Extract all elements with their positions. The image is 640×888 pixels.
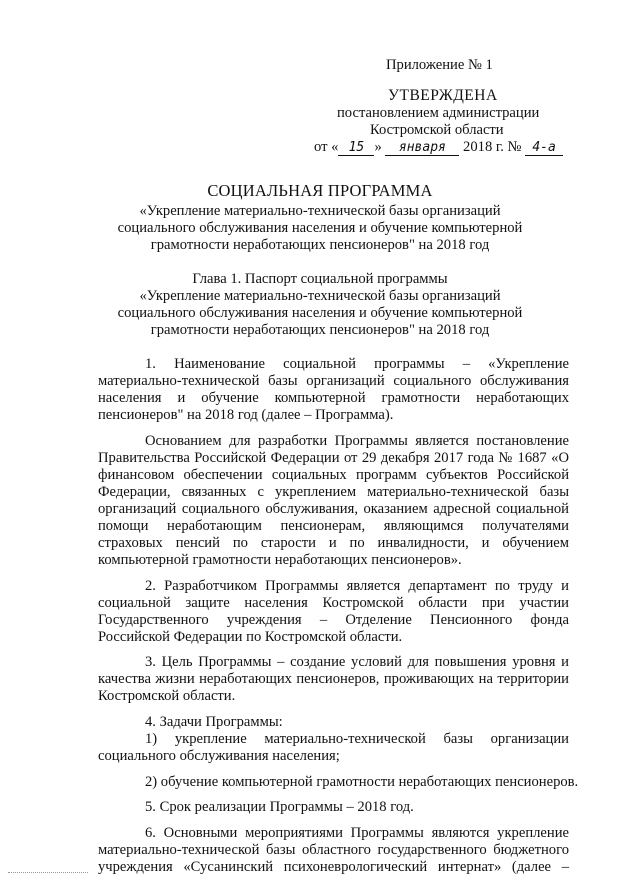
program-title: СОЦИАЛЬНАЯ ПРОГРАММА: [207, 181, 433, 200]
annex-label: Приложение № 1: [386, 57, 493, 73]
body-line-11: компьютерной грамотности неработающих пенсионеров».: [98, 552, 462, 568]
body-line-6: финансовом обеспечении социальных программ субъектов Российской: [98, 467, 569, 483]
program-line-3: грамотности неработающих пенсионеров" на 2018 год: [150, 237, 490, 253]
date-month: января: [385, 140, 459, 156]
body-line-20: 1) укрепление материально-технической базы организации: [145, 731, 569, 747]
chapter-line-2: социального обслуживания населения и обучение компьютерной: [117, 305, 523, 321]
body-line-24: 6. Основными мероприятиями Программы являются укрепление: [145, 825, 569, 841]
body-line-4: Основанием для разработки Программы является постановление: [145, 433, 569, 449]
body-line-2: населения и обучение компьютерной грамотности неработающих: [98, 390, 569, 406]
approved-line-2: Костромской области: [370, 122, 504, 138]
date-day: 15: [338, 140, 374, 156]
chapter-line-1: «Укрепление материально-технической базы организаций: [139, 288, 501, 304]
body-line-10: страховых пенсий по старости и по инвалидности, и обучением: [98, 535, 569, 551]
body-line-7: Федерации, связанных с укреплением материально-технической базы: [98, 484, 569, 500]
scan-artifact: [8, 872, 88, 873]
chapter-title: Глава 1. Паспорт социальной программы: [192, 271, 448, 287]
date-year: 2018 г. №: [463, 139, 522, 155]
body-line-21: социального обслуживания населения;: [98, 748, 340, 764]
body-line-16: 3. Цель Программы – создание условий для повышения уровня и: [145, 654, 569, 670]
body-line-1: материально-технической базы организаций социального обслуживания: [98, 373, 569, 389]
body-line-23: 5. Срок реализации Программы – 2018 год.: [145, 799, 414, 815]
chapter-line-3: грамотности неработающих пенсионеров" на 2018 год: [150, 322, 490, 338]
decree-number: 4-а: [525, 140, 563, 156]
body-line-8: организаций социального обслуживания, оказанием адресной социальной: [98, 501, 569, 517]
body-line-26: учреждения «Сусанинский психоневрологический интернат» (далее –: [98, 859, 569, 875]
body-line-19: 4. Задачи Программы:: [145, 714, 283, 730]
approved-title: УТВЕРЖДЕНА: [388, 87, 498, 104]
body-line-14: Государственного учреждения – Отделение Пенсионного фонда: [98, 612, 569, 628]
body-line-17: качества жизни неработающих пенсионеров, проживающих на территории: [98, 671, 569, 687]
body-line-25: материально-технической базы областного государственного бюджетного: [98, 842, 569, 858]
body-line-9: помощи неработающим пенсионерам, являющимся получателями: [98, 518, 569, 534]
body-line-13: социальной защите населения Костромской области при участии: [98, 595, 569, 611]
body-line-5: Правительства Российской Федерации от 29 декабря 2017 года № 1687 «О: [98, 450, 569, 466]
date-prefix: от «: [314, 139, 339, 155]
body-line-3: пенсионеров" на 2018 год (далее – Программа).: [98, 407, 394, 423]
body-line-15: Российской Федерации по Костромской области.: [98, 629, 403, 645]
approved-date-line: [314, 138, 563, 156]
body-line-18: Костромской области.: [98, 688, 236, 704]
date-mid: »: [374, 139, 382, 155]
body-line-0: 1. Наименование социальной программы – «Укрепление: [145, 356, 569, 372]
body-line-22: 2) обучение компьютерной грамотности неработающих пенсионеров.: [145, 774, 579, 790]
body-line-12: 2. Разработчиком Программы является департамент по труду и: [145, 578, 569, 594]
program-line-1: «Укрепление материально-технической базы организаций: [139, 203, 501, 219]
approved-line-1: постановлением администрации: [337, 105, 540, 121]
program-line-2: социального обслуживания населения и обучение компьютерной: [117, 220, 523, 236]
